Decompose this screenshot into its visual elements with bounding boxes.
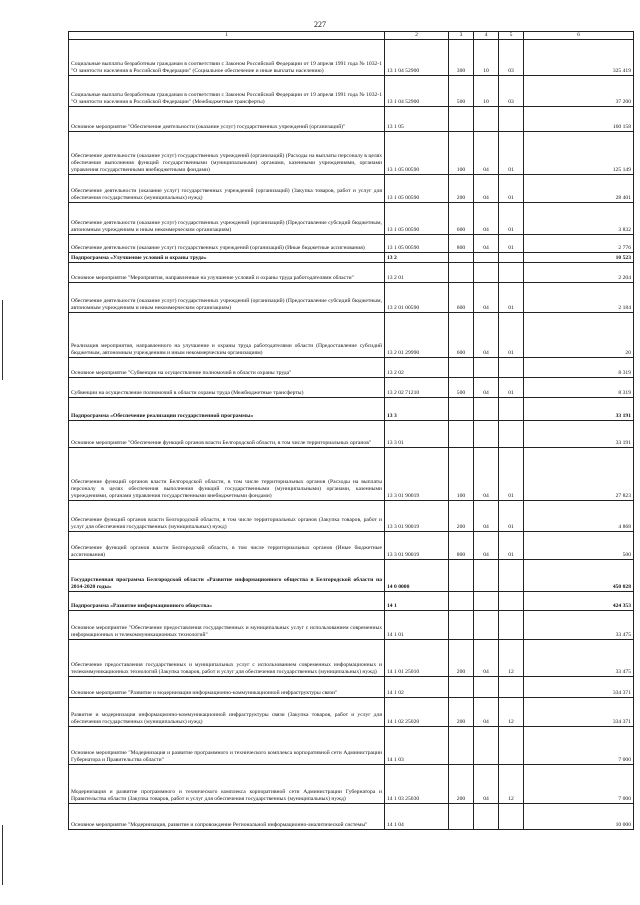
table-row xyxy=(69,727,634,765)
table-row xyxy=(69,107,634,132)
expense-type xyxy=(449,107,474,132)
amount: 10 523 xyxy=(524,253,634,263)
subsection-code: 01 xyxy=(499,235,524,253)
row-description: Обеспечение функций органов власти Белгородской области, в том числе территориальных органов (Иные бюджетные ассигнования) xyxy=(69,532,385,560)
table-row xyxy=(69,358,634,378)
target-code: 13 2 01 xyxy=(385,263,449,283)
subsection-code xyxy=(499,804,524,830)
expense-type xyxy=(449,358,474,378)
target-code: 13 3 01 xyxy=(385,421,449,448)
section-code xyxy=(474,592,499,611)
amount: 125 149 xyxy=(524,132,634,175)
row-description: Основное мероприятие "Обеспечение функций органов власти Белгородской области, в том числе территориальных органов" xyxy=(69,421,385,448)
column-header: 6 xyxy=(524,32,634,40)
section-code: 10 xyxy=(474,76,499,107)
subsection-code xyxy=(499,107,524,132)
row-description: Субвенции на осуществление полномочий в области охраны труда (Межбюджетные трансферты) xyxy=(69,378,385,398)
target-code: 13 1 05 00590 xyxy=(385,203,449,235)
section-code xyxy=(474,560,499,592)
amount: 28 401 xyxy=(524,175,634,203)
row-description: Подпрограмма «Развитие информационного общества» xyxy=(69,592,385,611)
section-code: 04 xyxy=(474,698,499,727)
section-code: 04 xyxy=(474,132,499,175)
target-code: 13 1 04 52900 xyxy=(385,40,449,76)
expense-type xyxy=(449,560,474,592)
subsection-code: 01 xyxy=(499,283,524,313)
target-code: 14 1 02 xyxy=(385,677,449,698)
target-code: 13 3 01 90019 xyxy=(385,501,449,532)
amount: 450 028 xyxy=(524,560,634,592)
target-code: 13 3 01 90019 xyxy=(385,448,449,501)
subsection-code xyxy=(499,263,524,283)
table-row xyxy=(69,765,634,804)
table-row xyxy=(69,448,634,501)
expense-type xyxy=(449,677,474,698)
expense-type: 600 xyxy=(449,203,474,235)
row-description: Социальные выплаты безработным гражданам в соответствии с Законом Российской Федерации от 19 апреля 1991 года № 1032-1 "О занятости населения в Российской Федерации" (Межбюджетные трансферты) xyxy=(69,76,385,107)
section-code xyxy=(474,677,499,698)
subsection-code xyxy=(499,358,524,378)
row-description: Социальные выплаты безработным гражданам в соответствии с Законом Российской Федерации от 19 апреля 1991 года № 1032-1 "О занятости населения в Российской Федерации" (Социальное обеспечение и иные выплаты населению) xyxy=(69,40,385,76)
table-row xyxy=(69,283,634,313)
row-description: Обеспечение предоставления государственных и муниципальных услуг с использованием современных информационных и телекоммуникационных технологий (Закупка товаров, работ и услуг для обеспечения государственных (муниципальных) нужд) xyxy=(69,640,385,677)
section-code: 04 xyxy=(474,235,499,253)
target-code: 14 1 xyxy=(385,592,449,611)
target-code: 13 2 01 29990 xyxy=(385,313,449,358)
subsection-code xyxy=(499,611,524,640)
target-code: 13 2 xyxy=(385,253,449,263)
subsection-code: 12 xyxy=(499,640,524,677)
amount: 4 868 xyxy=(524,501,634,532)
column-header: 4 xyxy=(474,32,499,40)
expense-type: 200 xyxy=(449,175,474,203)
amount: 500 xyxy=(524,532,634,560)
expense-type: 200 xyxy=(449,765,474,804)
subsection-code xyxy=(499,560,524,592)
target-code: 14 1 01 25010 xyxy=(385,640,449,677)
section-code xyxy=(474,727,499,765)
subsection-code: 12 xyxy=(499,765,524,804)
section-code xyxy=(474,253,499,263)
section-code xyxy=(474,398,499,421)
column-header: 2 xyxy=(385,32,449,40)
amount: 325 419 xyxy=(524,40,634,76)
row-description: Обеспечение деятельности (оказание услуг) государственных учреждений (организаций) (Иные бюджетные ассигнования) xyxy=(69,235,385,253)
amount: 20 xyxy=(524,313,634,358)
row-description: Обеспечение деятельности (оказание услуг) государственных учреждений (организаций) (Предоставление субсидий бюджетным, автономным учреждениям и иным некоммерческим организациям) xyxy=(69,203,385,235)
row-description: Основное мероприятие "Развитие и модернизация информационно-коммуникационной инфраструктуры связи" xyxy=(69,677,385,698)
section-code: 04 xyxy=(474,378,499,398)
section-code xyxy=(474,611,499,640)
section-code xyxy=(474,421,499,448)
amount: 2 776 xyxy=(524,235,634,253)
table-row xyxy=(69,378,634,398)
amount: 160 158 xyxy=(524,107,634,132)
table-row xyxy=(69,175,634,203)
section-code: 04 xyxy=(474,532,499,560)
section-code xyxy=(474,804,499,830)
amount: 33 191 xyxy=(524,421,634,448)
subsection-code: 01 xyxy=(499,132,524,175)
table-row xyxy=(69,677,634,698)
row-description: Подпрограмма «Улучшение условий и охраны труда» xyxy=(69,253,385,263)
expense-type: 200 xyxy=(449,698,474,727)
section-code xyxy=(474,263,499,283)
subsection-code: 03 xyxy=(499,76,524,107)
expense-type xyxy=(449,611,474,640)
section-code: 04 xyxy=(474,640,499,677)
table-header-row xyxy=(69,32,634,40)
expense-type: 600 xyxy=(449,283,474,313)
row-description: Развитие и модернизация информационно-коммуникационной инфраструктуры связи (Закупка товаров, работ и услуг для обеспечения государственных (муниципальных) нужд) xyxy=(69,698,385,727)
table-row xyxy=(69,40,634,76)
subsection-code xyxy=(499,253,524,263)
amount: 334 371 xyxy=(524,677,634,698)
subsection-code xyxy=(499,727,524,765)
section-code: 04 xyxy=(474,501,499,532)
row-description: Обеспечение деятельности (оказание услуг) государственных учреждений (организаций) (Предоставление субсидий бюджетным, автономным учреждениям и иным некоммерческим организациям) xyxy=(69,283,385,313)
subsection-code: 03 xyxy=(499,40,524,76)
target-code: 13 3 xyxy=(385,398,449,421)
row-description: Основное мероприятие "Модернизация и развитие программного и технического комплекса корпоративной сети Администрации Губернатора и Правительства области" xyxy=(69,727,385,765)
section-code: 04 xyxy=(474,313,499,358)
expense-type xyxy=(449,398,474,421)
target-code: 13 1 05 00590 xyxy=(385,132,449,175)
amount: 424 353 xyxy=(524,592,634,611)
table-row xyxy=(69,560,634,592)
target-code: 13 2 02 71210 xyxy=(385,378,449,398)
expense-type: 300 xyxy=(449,40,474,76)
expense-type: 500 xyxy=(449,378,474,398)
subsection-code: 01 xyxy=(499,378,524,398)
expense-type xyxy=(449,253,474,263)
table-row xyxy=(69,253,634,263)
target-code: 13 3 01 90019 xyxy=(385,532,449,560)
table-row xyxy=(69,532,634,560)
table-row xyxy=(69,203,634,235)
scan-edge-mark xyxy=(2,825,3,885)
expense-type: 800 xyxy=(449,235,474,253)
column-header: 1 xyxy=(69,32,385,40)
table-row xyxy=(69,501,634,532)
target-code: 13 1 05 00590 xyxy=(385,235,449,253)
table-row xyxy=(69,698,634,727)
subsection-code xyxy=(499,592,524,611)
subsection-code: 12 xyxy=(499,698,524,727)
row-description: Основное мероприятие "Модернизация, развитие и сопровождение Региональной информационно-аналитической системы" xyxy=(69,804,385,830)
row-description: Основное мероприятие "Обеспечение предоставления государственных и муниципальных услуг с использованием современных информационных и телекоммуникационных технологий" xyxy=(69,611,385,640)
row-description: Государственная программа Белгородской области «Развитие информационного общества в Белгородской области на 2014-2020 годы» xyxy=(69,560,385,592)
row-description: Обеспечение функций органов власти Белгородской области, в том числе территориальных органов (Расходы на выплаты персоналу в целях обеспечения выполнения функций государственными (муниципальными) органами, казенными учреждениями, органами управления государственными внебюджетными фондами) xyxy=(69,448,385,501)
target-code: 13 2 01 00590 xyxy=(385,283,449,313)
expense-type xyxy=(449,263,474,283)
subsection-code xyxy=(499,421,524,448)
section-code: 04 xyxy=(474,765,499,804)
expense-type: 800 xyxy=(449,532,474,560)
amount: 3 832 xyxy=(524,203,634,235)
row-description: Обеспечение деятельности (оказание услуг) государственных учреждений (организаций) (Расходы на выплаты персоналу в целях обеспечения выполнения функций государственными (муниципальными) органами, казенными учреждениями, органами управления государственными внебюджетными фондами) xyxy=(69,132,385,175)
table-row xyxy=(69,592,634,611)
target-code: 14 1 01 xyxy=(385,611,449,640)
amount: 37 200 xyxy=(524,76,634,107)
table-row xyxy=(69,804,634,830)
table-row xyxy=(69,263,634,283)
section-code: 10 xyxy=(474,40,499,76)
amount: 2 184 xyxy=(524,283,634,313)
budget-table xyxy=(68,31,634,830)
column-header: 3 xyxy=(449,32,474,40)
row-description: Реализация мероприятия, направленного на улучшение и охраны труда работодателями области (Предоставление субсидий бюджетным, автономным учреждениям и иным некоммерческим организациям) xyxy=(69,313,385,358)
target-code: 14 1 03 25030 xyxy=(385,765,449,804)
row-description: Подпрограмма «Обеспечение реализации государственной программы» xyxy=(69,398,385,421)
amount: 33 191 xyxy=(524,398,634,421)
section-code: 04 xyxy=(474,175,499,203)
amount: 10 000 xyxy=(524,804,634,830)
column-header: 5 xyxy=(499,32,524,40)
target-code: 13 1 05 00590 xyxy=(385,175,449,203)
table-row xyxy=(69,313,634,358)
table-row xyxy=(69,398,634,421)
amount: 33 475 xyxy=(524,611,634,640)
expense-type: 100 xyxy=(449,448,474,501)
expense-type: 500 xyxy=(449,76,474,107)
subsection-code: 01 xyxy=(499,175,524,203)
expense-type xyxy=(449,804,474,830)
row-description: Основное мероприятие "Субвенции на осуществление полномочий в области охраны труда" xyxy=(69,358,385,378)
subsection-code xyxy=(499,677,524,698)
row-description: Основное мероприятие "Мероприятия, направленные на улучшение условий и охраны труда работодателями области" xyxy=(69,263,385,283)
amount: 8 319 xyxy=(524,358,634,378)
row-description: Основное мероприятие "Обеспечение деятельности (оказание услуг) государственных учреждений (организаций)" xyxy=(69,107,385,132)
row-description: Обеспечение функций органов власти Белгородской области, в том числе территориальных органов (Закупка товаров, работ и услуг для обеспечения государственных (муниципальных) нужд) xyxy=(69,501,385,532)
expense-type: 600 xyxy=(449,313,474,358)
target-code: 13 1 05 xyxy=(385,107,449,132)
target-code: 14 1 02 25020 xyxy=(385,698,449,727)
target-code: 13 2 02 xyxy=(385,358,449,378)
table-row xyxy=(69,76,634,107)
subsection-code: 01 xyxy=(499,203,524,235)
target-code: 14 1 04 xyxy=(385,804,449,830)
subsection-code xyxy=(499,398,524,421)
subsection-code: 01 xyxy=(499,448,524,501)
amount: 7 000 xyxy=(524,727,634,765)
amount: 8 319 xyxy=(524,378,634,398)
section-code: 04 xyxy=(474,203,499,235)
section-code xyxy=(474,107,499,132)
section-code xyxy=(474,358,499,378)
expense-type xyxy=(449,592,474,611)
table-row xyxy=(69,421,634,448)
expense-type: 200 xyxy=(449,501,474,532)
subsection-code: 01 xyxy=(499,501,524,532)
scan-edge-mark xyxy=(2,300,3,380)
amount: 334 371 xyxy=(524,698,634,727)
table-row xyxy=(69,611,634,640)
amount: 2 204 xyxy=(524,263,634,283)
subsection-code: 01 xyxy=(499,532,524,560)
row-description: Модернизация и развитие программного и технического комплекса корпоративной сети Администрации Губернатора и Правительства области (Закупка товаров, работ и услуг для обеспечения государственных (муниципальных) нужд) xyxy=(69,765,385,804)
target-code: 13 1 04 52900 xyxy=(385,76,449,107)
target-code: 14 1 03 xyxy=(385,727,449,765)
table-row xyxy=(69,132,634,175)
amount: 7 000 xyxy=(524,765,634,804)
subsection-code: 01 xyxy=(499,313,524,358)
table-row xyxy=(69,640,634,677)
expense-type: 200 xyxy=(449,640,474,677)
expense-type xyxy=(449,727,474,765)
page-number: 227 xyxy=(314,20,326,29)
target-code: 14 0 0000 xyxy=(385,560,449,592)
amount: 27 823 xyxy=(524,448,634,501)
section-code: 04 xyxy=(474,448,499,501)
amount: 33 475 xyxy=(524,640,634,677)
section-code: 04 xyxy=(474,283,499,313)
row-description: Обеспечение деятельности (оказание услуг) государственных учреждений (организаций) (Закупка товаров, работ и услуг для обеспечения государственных (муниципальных) нужд) xyxy=(69,175,385,203)
expense-type: 100 xyxy=(449,132,474,175)
table-row xyxy=(69,235,634,253)
expense-type xyxy=(449,421,474,448)
